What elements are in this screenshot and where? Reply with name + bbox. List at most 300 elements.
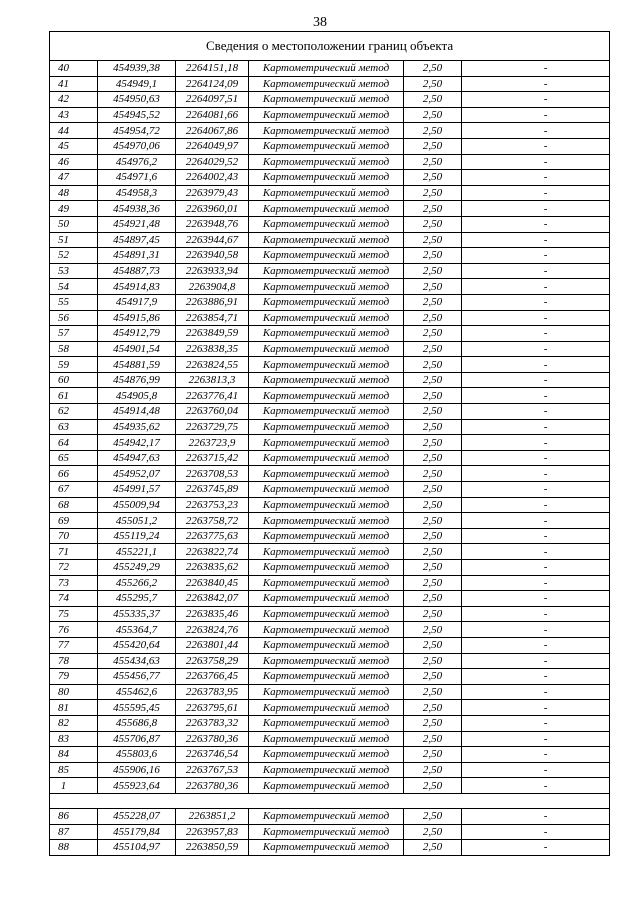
point-number-cell: 54 [50, 279, 98, 295]
point-number-cell: 88 [50, 840, 98, 856]
note-cell: - [462, 388, 610, 404]
accuracy-cell: 2,50 [404, 388, 462, 404]
note-cell: - [462, 232, 610, 248]
table-row [50, 482, 610, 498]
x-coordinate-cell: 455456,77 [98, 669, 176, 685]
accuracy-cell: 2,50 [404, 294, 462, 310]
table-row [50, 388, 610, 404]
note-cell: - [462, 575, 610, 591]
method-cell: Картометрический метод [249, 482, 404, 498]
x-coordinate-cell: 454905,8 [98, 388, 176, 404]
x-coordinate-cell: 455295,7 [98, 591, 176, 607]
point-number-cell: 52 [50, 248, 98, 264]
accuracy-cell: 2,50 [404, 216, 462, 232]
y-coordinate-cell: 2263783,32 [176, 715, 249, 731]
accuracy-cell: 2,50 [404, 513, 462, 529]
point-number-cell: 58 [50, 341, 98, 357]
method-cell: Картометрический метод [249, 528, 404, 544]
table-row [50, 435, 610, 451]
point-number-cell: 69 [50, 513, 98, 529]
x-coordinate-cell: 454938,36 [98, 201, 176, 217]
note-cell: - [462, 419, 610, 435]
table-row [50, 606, 610, 622]
table-row [50, 294, 610, 310]
x-coordinate-cell: 454935,62 [98, 419, 176, 435]
table-row [50, 76, 610, 92]
method-cell: Картометрический метод [249, 138, 404, 154]
x-coordinate-cell: 454915,86 [98, 310, 176, 326]
note-cell: - [462, 715, 610, 731]
point-number-cell: 74 [50, 591, 98, 607]
accuracy-cell: 2,50 [404, 637, 462, 653]
accuracy-cell: 2,50 [404, 466, 462, 482]
method-cell: Картометрический метод [249, 808, 404, 824]
table-row [50, 341, 610, 357]
accuracy-cell: 2,50 [404, 544, 462, 560]
note-cell: - [462, 138, 610, 154]
table-row [50, 201, 610, 217]
accuracy-cell: 2,50 [404, 482, 462, 498]
point-number-cell: 1 [50, 778, 98, 794]
table-caption: Сведения о местоположении границ объекта [50, 32, 610, 61]
x-coordinate-cell: 455228,07 [98, 808, 176, 824]
accuracy-cell: 2,50 [404, 92, 462, 108]
note-cell: - [462, 154, 610, 170]
y-coordinate-cell: 2263708,53 [176, 466, 249, 482]
note-cell: - [462, 606, 610, 622]
point-number-cell: 43 [50, 107, 98, 123]
y-coordinate-cell: 2263723,9 [176, 435, 249, 451]
note-cell: - [462, 778, 610, 794]
accuracy-cell: 2,50 [404, 404, 462, 420]
x-coordinate-cell: 455119,24 [98, 528, 176, 544]
y-coordinate-cell: 2264124,09 [176, 76, 249, 92]
y-coordinate-cell: 2263753,23 [176, 497, 249, 513]
y-coordinate-cell: 2263835,62 [176, 560, 249, 576]
y-coordinate-cell: 2263766,45 [176, 669, 249, 685]
method-cell: Картометрический метод [249, 497, 404, 513]
note-cell: - [462, 216, 610, 232]
accuracy-cell: 2,50 [404, 123, 462, 139]
x-coordinate-cell: 454914,48 [98, 404, 176, 420]
point-number-cell: 60 [50, 372, 98, 388]
note-cell: - [462, 185, 610, 201]
method-cell: Картометрический метод [249, 201, 404, 217]
x-coordinate-cell: 455249,29 [98, 560, 176, 576]
table-row [50, 372, 610, 388]
method-cell: Картометрический метод [249, 450, 404, 466]
x-coordinate-cell: 455420,64 [98, 637, 176, 653]
table-row [50, 653, 610, 669]
x-coordinate-cell: 454912,79 [98, 326, 176, 342]
method-cell: Картометрический метод [249, 715, 404, 731]
note-cell: - [462, 669, 610, 685]
y-coordinate-cell: 2264002,43 [176, 170, 249, 186]
y-coordinate-cell: 2263715,42 [176, 450, 249, 466]
x-coordinate-cell: 455104,97 [98, 840, 176, 856]
x-coordinate-cell: 454991,57 [98, 482, 176, 498]
separator-cell [50, 793, 610, 808]
accuracy-cell: 2,50 [404, 715, 462, 731]
x-coordinate-cell: 454947,63 [98, 450, 176, 466]
x-coordinate-cell: 454887,73 [98, 263, 176, 279]
y-coordinate-cell: 2263979,43 [176, 185, 249, 201]
accuracy-cell: 2,50 [404, 107, 462, 123]
y-coordinate-cell: 2263835,46 [176, 606, 249, 622]
note-cell: - [462, 450, 610, 466]
y-coordinate-cell: 2263842,07 [176, 591, 249, 607]
method-cell: Картометрический метод [249, 185, 404, 201]
method-cell: Картометрический метод [249, 513, 404, 529]
x-coordinate-cell: 455364,7 [98, 622, 176, 638]
point-number-cell: 67 [50, 482, 98, 498]
accuracy-cell: 2,50 [404, 591, 462, 607]
method-cell: Картометрический метод [249, 637, 404, 653]
note-cell: - [462, 201, 610, 217]
x-coordinate-cell: 454971,6 [98, 170, 176, 186]
x-coordinate-cell: 455706,87 [98, 731, 176, 747]
point-number-cell: 75 [50, 606, 98, 622]
x-coordinate-cell: 454939,38 [98, 61, 176, 77]
point-number-cell: 53 [50, 263, 98, 279]
point-number-cell: 45 [50, 138, 98, 154]
accuracy-cell: 2,50 [404, 201, 462, 217]
accuracy-cell: 2,50 [404, 840, 462, 856]
note-cell: - [462, 294, 610, 310]
method-cell: Картометрический метод [249, 294, 404, 310]
y-coordinate-cell: 2264029,52 [176, 154, 249, 170]
accuracy-cell: 2,50 [404, 669, 462, 685]
method-cell: Картометрический метод [249, 326, 404, 342]
method-cell: Картометрический метод [249, 560, 404, 576]
point-number-cell: 71 [50, 544, 98, 560]
note-cell: - [462, 560, 610, 576]
accuracy-cell: 2,50 [404, 778, 462, 794]
table-row [50, 824, 610, 840]
point-number-cell: 76 [50, 622, 98, 638]
method-cell: Картометрический метод [249, 404, 404, 420]
y-coordinate-cell: 2263851,2 [176, 808, 249, 824]
x-coordinate-cell: 455434,63 [98, 653, 176, 669]
accuracy-cell: 2,50 [404, 357, 462, 373]
x-coordinate-cell: 454949,1 [98, 76, 176, 92]
note-cell: - [462, 341, 610, 357]
point-number-cell: 56 [50, 310, 98, 326]
note-cell: - [462, 310, 610, 326]
y-coordinate-cell: 2264081,66 [176, 107, 249, 123]
accuracy-cell: 2,50 [404, 248, 462, 264]
y-coordinate-cell: 2263746,54 [176, 747, 249, 763]
table-row [50, 622, 610, 638]
y-coordinate-cell: 2263745,89 [176, 482, 249, 498]
point-number-cell: 57 [50, 326, 98, 342]
method-cell: Картометрический метод [249, 622, 404, 638]
note-cell: - [462, 61, 610, 77]
x-coordinate-cell: 454917,9 [98, 294, 176, 310]
y-coordinate-cell: 2263795,61 [176, 700, 249, 716]
table-row [50, 575, 610, 591]
method-cell: Картометрический метод [249, 700, 404, 716]
y-coordinate-cell: 2263933,94 [176, 263, 249, 279]
y-coordinate-cell: 2263824,55 [176, 357, 249, 373]
separator-row [50, 793, 610, 808]
method-cell: Картометрический метод [249, 357, 404, 373]
x-coordinate-cell: 454914,83 [98, 279, 176, 295]
note-cell: - [462, 747, 610, 763]
accuracy-cell: 2,50 [404, 497, 462, 513]
y-coordinate-cell: 2263904,8 [176, 279, 249, 295]
x-coordinate-cell: 454950,63 [98, 92, 176, 108]
method-cell: Картометрический метод [249, 388, 404, 404]
accuracy-cell: 2,50 [404, 419, 462, 435]
method-cell: Картометрический метод [249, 778, 404, 794]
method-cell: Картометрический метод [249, 92, 404, 108]
table-row [50, 762, 610, 778]
note-cell: - [462, 700, 610, 716]
caption-row [50, 32, 610, 61]
accuracy-cell: 2,50 [404, 341, 462, 357]
point-number-cell: 80 [50, 684, 98, 700]
accuracy-cell: 2,50 [404, 606, 462, 622]
x-coordinate-cell: 455051,2 [98, 513, 176, 529]
table-row [50, 185, 610, 201]
table-row [50, 637, 610, 653]
point-number-cell: 68 [50, 497, 98, 513]
note-cell: - [462, 840, 610, 856]
table-row [50, 279, 610, 295]
point-number-cell: 62 [50, 404, 98, 420]
accuracy-cell: 2,50 [404, 653, 462, 669]
method-cell: Картометрический метод [249, 372, 404, 388]
accuracy-cell: 2,50 [404, 154, 462, 170]
x-coordinate-cell: 454891,31 [98, 248, 176, 264]
table-row [50, 404, 610, 420]
table-row [50, 513, 610, 529]
table-row [50, 61, 610, 77]
accuracy-cell: 2,50 [404, 310, 462, 326]
method-cell: Картометрический метод [249, 123, 404, 139]
note-cell: - [462, 653, 610, 669]
note-cell: - [462, 528, 610, 544]
x-coordinate-cell: 454958,3 [98, 185, 176, 201]
y-coordinate-cell: 2263944,67 [176, 232, 249, 248]
table-row [50, 466, 610, 482]
table-row [50, 138, 610, 154]
y-coordinate-cell: 2263960,01 [176, 201, 249, 217]
method-cell: Картометрический метод [249, 840, 404, 856]
method-cell: Картометрический метод [249, 232, 404, 248]
y-coordinate-cell: 2263850,59 [176, 840, 249, 856]
table-row [50, 216, 610, 232]
point-number-cell: 49 [50, 201, 98, 217]
note-cell: - [462, 466, 610, 482]
x-coordinate-cell: 454970,06 [98, 138, 176, 154]
point-number-cell: 65 [50, 450, 98, 466]
x-coordinate-cell: 455221,1 [98, 544, 176, 560]
y-coordinate-cell: 2263824,76 [176, 622, 249, 638]
method-cell: Картометрический метод [249, 61, 404, 77]
y-coordinate-cell: 2263775,63 [176, 528, 249, 544]
x-coordinate-cell: 454897,45 [98, 232, 176, 248]
x-coordinate-cell: 455906,16 [98, 762, 176, 778]
x-coordinate-cell: 454952,07 [98, 466, 176, 482]
y-coordinate-cell: 2263838,35 [176, 341, 249, 357]
accuracy-cell: 2,50 [404, 731, 462, 747]
x-coordinate-cell: 454881,59 [98, 357, 176, 373]
method-cell: Картометрический метод [249, 466, 404, 482]
table-row [50, 840, 610, 856]
note-cell: - [462, 170, 610, 186]
point-number-cell: 50 [50, 216, 98, 232]
y-coordinate-cell: 2264067,86 [176, 123, 249, 139]
x-coordinate-cell: 455923,64 [98, 778, 176, 794]
point-number-cell: 48 [50, 185, 98, 201]
note-cell: - [462, 107, 610, 123]
point-number-cell: 59 [50, 357, 98, 373]
accuracy-cell: 2,50 [404, 138, 462, 154]
note-cell: - [462, 482, 610, 498]
y-coordinate-cell: 2263783,95 [176, 684, 249, 700]
accuracy-cell: 2,50 [404, 528, 462, 544]
y-coordinate-cell: 2263767,53 [176, 762, 249, 778]
point-number-cell: 73 [50, 575, 98, 591]
y-coordinate-cell: 2264097,51 [176, 92, 249, 108]
y-coordinate-cell: 2264151,18 [176, 61, 249, 77]
y-coordinate-cell: 2263776,41 [176, 388, 249, 404]
table-row [50, 450, 610, 466]
note-cell: - [462, 404, 610, 420]
note-cell: - [462, 808, 610, 824]
point-number-cell: 79 [50, 669, 98, 685]
method-cell: Картометрический метод [249, 170, 404, 186]
accuracy-cell: 2,50 [404, 279, 462, 295]
method-cell: Картометрический метод [249, 279, 404, 295]
table-row [50, 715, 610, 731]
note-cell: - [462, 92, 610, 108]
method-cell: Картометрический метод [249, 575, 404, 591]
method-cell: Картометрический метод [249, 824, 404, 840]
accuracy-cell: 2,50 [404, 76, 462, 92]
y-coordinate-cell: 2263729,75 [176, 419, 249, 435]
note-cell: - [462, 357, 610, 373]
x-coordinate-cell: 454954,72 [98, 123, 176, 139]
method-cell: Картометрический метод [249, 544, 404, 560]
method-cell: Картометрический метод [249, 248, 404, 264]
accuracy-cell: 2,50 [404, 747, 462, 763]
boundary-coordinates-table [49, 31, 610, 856]
y-coordinate-cell: 2263780,36 [176, 778, 249, 794]
accuracy-cell: 2,50 [404, 575, 462, 591]
accuracy-cell: 2,50 [404, 372, 462, 388]
note-cell: - [462, 123, 610, 139]
note-cell: - [462, 435, 610, 451]
note-cell: - [462, 248, 610, 264]
note-cell: - [462, 824, 610, 840]
method-cell: Картометрический метод [249, 76, 404, 92]
point-number-cell: 86 [50, 808, 98, 824]
x-coordinate-cell: 454901,54 [98, 341, 176, 357]
accuracy-cell: 2,50 [404, 185, 462, 201]
y-coordinate-cell: 2263780,36 [176, 731, 249, 747]
point-number-cell: 82 [50, 715, 98, 731]
x-coordinate-cell: 454945,52 [98, 107, 176, 123]
note-cell: - [462, 263, 610, 279]
x-coordinate-cell: 455266,2 [98, 575, 176, 591]
x-coordinate-cell: 455179,84 [98, 824, 176, 840]
point-number-cell: 41 [50, 76, 98, 92]
note-cell: - [462, 372, 610, 388]
accuracy-cell: 2,50 [404, 263, 462, 279]
note-cell: - [462, 762, 610, 778]
x-coordinate-cell: 454876,99 [98, 372, 176, 388]
note-cell: - [462, 622, 610, 638]
table-row [50, 107, 610, 123]
y-coordinate-cell: 2263758,72 [176, 513, 249, 529]
y-coordinate-cell: 2263801,44 [176, 637, 249, 653]
y-coordinate-cell: 2263840,45 [176, 575, 249, 591]
method-cell: Картометрический метод [249, 310, 404, 326]
accuracy-cell: 2,50 [404, 684, 462, 700]
method-cell: Картометрический метод [249, 341, 404, 357]
x-coordinate-cell: 454976,2 [98, 154, 176, 170]
point-number-cell: 87 [50, 824, 98, 840]
method-cell: Картометрический метод [249, 669, 404, 685]
y-coordinate-cell: 2263822,74 [176, 544, 249, 560]
point-number-cell: 44 [50, 123, 98, 139]
accuracy-cell: 2,50 [404, 170, 462, 186]
table-row [50, 92, 610, 108]
point-number-cell: 42 [50, 92, 98, 108]
note-cell: - [462, 326, 610, 342]
method-cell: Картометрический метод [249, 435, 404, 451]
method-cell: Картометрический метод [249, 747, 404, 763]
note-cell: - [462, 684, 610, 700]
table-row [50, 528, 610, 544]
accuracy-cell: 2,50 [404, 824, 462, 840]
y-coordinate-cell: 2263940,58 [176, 248, 249, 264]
accuracy-cell: 2,50 [404, 700, 462, 716]
y-coordinate-cell: 2263758,29 [176, 653, 249, 669]
point-number-cell: 81 [50, 700, 98, 716]
page-number: 38 [313, 15, 327, 30]
point-number-cell: 64 [50, 435, 98, 451]
point-number-cell: 77 [50, 637, 98, 653]
method-cell: Картометрический метод [249, 216, 404, 232]
note-cell: - [462, 544, 610, 560]
y-coordinate-cell: 2263948,76 [176, 216, 249, 232]
accuracy-cell: 2,50 [404, 326, 462, 342]
x-coordinate-cell: 455462,6 [98, 684, 176, 700]
x-coordinate-cell: 454921,48 [98, 216, 176, 232]
accuracy-cell: 2,50 [404, 560, 462, 576]
table-row [50, 747, 610, 763]
x-coordinate-cell: 455335,37 [98, 606, 176, 622]
table-row [50, 419, 610, 435]
method-cell: Картометрический метод [249, 684, 404, 700]
accuracy-cell: 2,50 [404, 450, 462, 466]
note-cell: - [462, 591, 610, 607]
y-coordinate-cell: 2263849,59 [176, 326, 249, 342]
x-coordinate-cell: 455803,6 [98, 747, 176, 763]
method-cell: Картометрический метод [249, 653, 404, 669]
table-row [50, 591, 610, 607]
method-cell: Картометрический метод [249, 762, 404, 778]
table-row [50, 700, 610, 716]
x-coordinate-cell: 455686,8 [98, 715, 176, 731]
note-cell: - [462, 279, 610, 295]
table-row [50, 326, 610, 342]
accuracy-cell: 2,50 [404, 762, 462, 778]
